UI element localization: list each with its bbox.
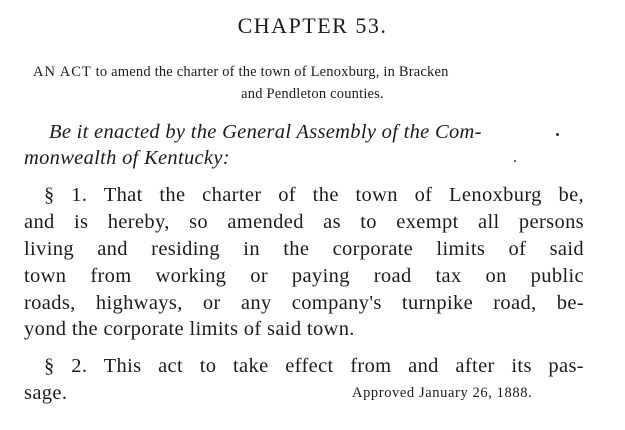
chapter-heading: CHAPTER 53. xyxy=(237,13,388,38)
enacting-clause-line-2: monwealth of Kentucky: xyxy=(24,147,230,169)
enacting-clause-line-1: Be it enacted by the General Assembly of the Com- xyxy=(49,121,482,143)
section-1-line-1: § 1. That the charter of the town of Lenoxburg be, xyxy=(44,184,584,206)
ink-speck xyxy=(514,160,516,162)
act-title-lead: AN ACT xyxy=(33,64,92,80)
section-2-line-1: § 2. This act to take effect from and after its pas- xyxy=(44,355,584,377)
act-title-line-1 xyxy=(33,64,449,81)
section-1-line-5: roads, highways, or any company's turnpike road, be- xyxy=(24,292,584,314)
section-1-line-4: town from working or paying road tax on public xyxy=(24,265,584,287)
section-1-line-3: living and residing in the corporate limits of said xyxy=(24,238,584,260)
section-1-line-2: and is hereby, so amended as to exempt all persons xyxy=(24,211,584,233)
approval-date: Approved January 26, 1888. xyxy=(352,385,533,401)
ink-speck xyxy=(556,133,559,136)
act-title-line-1-text: to amend the charter of the town of Lenoxburg, in Bracken xyxy=(95,64,449,80)
section-1-line-6: yond the corporate limits of said town. xyxy=(24,318,355,340)
section-2-line-2: sage. xyxy=(24,382,68,404)
act-title-line-2: and Pendleton counties. xyxy=(241,86,384,102)
